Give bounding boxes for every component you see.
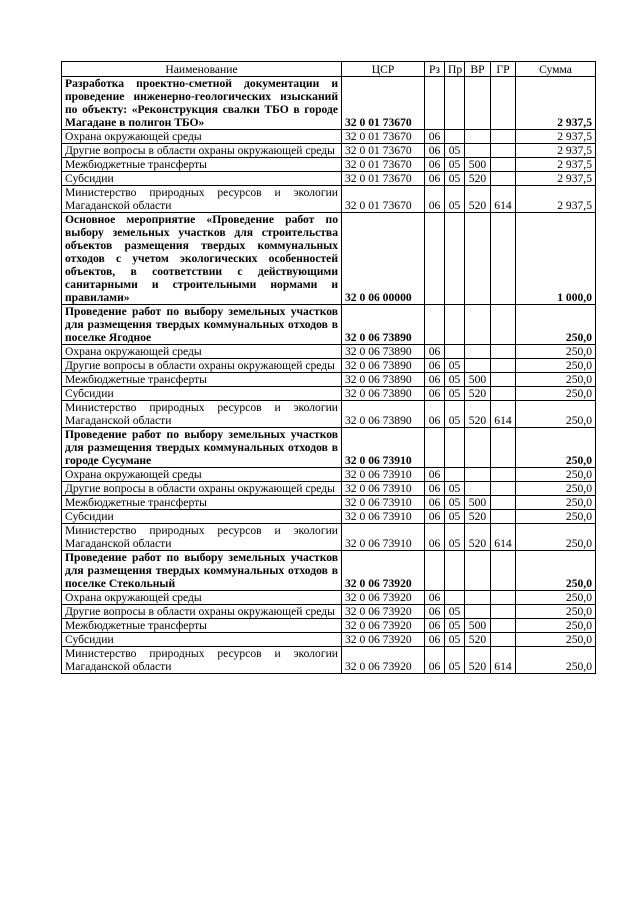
cell-pr: 05 (445, 158, 465, 172)
cell-name: Межбюджетные трансферты (62, 496, 342, 510)
cell-sum: 2 937,5 (516, 186, 596, 213)
cell-sum: 250,0 (516, 373, 596, 387)
cell-pr (445, 591, 465, 605)
cell-gr (491, 359, 516, 373)
cell-vr (465, 305, 491, 345)
cell-gr (491, 172, 516, 186)
cell-csr: 32 0 01 73670 (342, 158, 425, 172)
cell-pr: 05 (445, 605, 465, 619)
cell-sum: 2 937,5 (516, 172, 596, 186)
cell-vr (465, 605, 491, 619)
cell-name: Проведение работ по выбору земельных участков для размещения твердых коммунальных отходов в поселке Стекольный (62, 551, 342, 591)
cell-pr: 05 (445, 186, 465, 213)
cell-vr: 520 (465, 633, 491, 647)
table-row (62, 524, 596, 551)
cell-vr: 520 (465, 401, 491, 428)
cell-name: Министерство природных ресурсов и экологии Магаданской области (62, 401, 342, 428)
cell-pr (445, 77, 465, 130)
table-row (62, 387, 596, 401)
cell-gr (491, 468, 516, 482)
cell-csr: 32 0 06 73890 (342, 345, 425, 359)
cell-name: Охрана окружающей среды (62, 468, 342, 482)
cell-sum: 250,0 (516, 551, 596, 591)
header-name: Наименование (62, 62, 342, 77)
table-row (62, 428, 596, 468)
table-row (62, 345, 596, 359)
cell-vr: 500 (465, 496, 491, 510)
cell-rz: 06 (425, 130, 445, 144)
cell-rz: 06 (425, 172, 445, 186)
cell-csr: 32 0 06 73890 (342, 305, 425, 345)
table-row (62, 359, 596, 373)
cell-csr: 32 0 06 73890 (342, 401, 425, 428)
cell-rz: 06 (425, 510, 445, 524)
cell-pr: 05 (445, 144, 465, 158)
cell-sum: 2 937,5 (516, 77, 596, 130)
cell-csr: 32 0 06 73910 (342, 496, 425, 510)
table-row (62, 401, 596, 428)
cell-csr: 32 0 06 73890 (342, 373, 425, 387)
budget-table (61, 61, 596, 674)
cell-pr: 05 (445, 172, 465, 186)
cell-name: Другие вопросы в области охраны окружающей среды (62, 144, 342, 158)
header-sum: Сумма (516, 62, 596, 77)
table-row (62, 605, 596, 619)
cell-vr: 520 (465, 172, 491, 186)
cell-rz: 06 (425, 144, 445, 158)
cell-vr: 520 (465, 186, 491, 213)
cell-csr: 32 0 01 73670 (342, 172, 425, 186)
cell-csr: 32 0 06 73920 (342, 647, 425, 674)
table-row (62, 619, 596, 633)
cell-gr: 614 (491, 647, 516, 674)
cell-pr: 05 (445, 401, 465, 428)
cell-gr (491, 428, 516, 468)
cell-vr (465, 345, 491, 359)
cell-vr: 500 (465, 373, 491, 387)
cell-name: Субсидии (62, 510, 342, 524)
cell-csr: 32 0 06 73910 (342, 482, 425, 496)
cell-gr: 614 (491, 401, 516, 428)
cell-csr: 32 0 06 73910 (342, 428, 425, 468)
cell-gr: 614 (491, 524, 516, 551)
cell-vr: 500 (465, 158, 491, 172)
cell-sum: 250,0 (516, 524, 596, 551)
cell-sum: 250,0 (516, 496, 596, 510)
cell-rz: 06 (425, 496, 445, 510)
cell-sum: 250,0 (516, 468, 596, 482)
cell-sum: 250,0 (516, 647, 596, 674)
cell-name: Основное мероприятие «Проведение работ по выбору земельных участков для строительства объектов размещения твердых коммунальных отходов с учетом экологических особенностей объектов, в соответствии с действующими санитарными и строительными нормами и правилами» (62, 213, 342, 305)
cell-vr (465, 144, 491, 158)
table-header-row (62, 62, 596, 77)
header-rz: Рз (425, 62, 445, 77)
table-row (62, 305, 596, 345)
cell-rz: 06 (425, 482, 445, 496)
cell-gr (491, 144, 516, 158)
cell-vr: 520 (465, 524, 491, 551)
cell-gr (491, 77, 516, 130)
table-row (62, 130, 596, 144)
cell-pr: 05 (445, 524, 465, 551)
table-row (62, 158, 596, 172)
cell-gr (491, 619, 516, 633)
cell-gr (491, 482, 516, 496)
cell-name: Охрана окружающей среды (62, 345, 342, 359)
table-row (62, 633, 596, 647)
cell-vr (465, 359, 491, 373)
header-gr: ГР (491, 62, 516, 77)
cell-csr: 32 0 06 73920 (342, 591, 425, 605)
cell-sum: 250,0 (516, 591, 596, 605)
cell-rz: 06 (425, 647, 445, 674)
table-row (62, 551, 596, 591)
cell-pr: 05 (445, 619, 465, 633)
cell-gr (491, 633, 516, 647)
cell-csr: 32 0 01 73670 (342, 77, 425, 130)
cell-rz: 06 (425, 524, 445, 551)
cell-rz: 06 (425, 387, 445, 401)
cell-csr: 32 0 01 73670 (342, 130, 425, 144)
cell-vr (465, 551, 491, 591)
cell-pr: 05 (445, 633, 465, 647)
cell-gr (491, 510, 516, 524)
cell-name: Проведение работ по выбору земельных участков для размещения твердых коммунальных отходов в поселке Ягодное (62, 305, 342, 345)
cell-sum: 250,0 (516, 401, 596, 428)
cell-vr (465, 591, 491, 605)
cell-sum: 2 937,5 (516, 144, 596, 158)
table-row (62, 213, 596, 305)
cell-name: Субсидии (62, 633, 342, 647)
cell-name: Министерство природных ресурсов и экологии Магаданской области (62, 524, 342, 551)
cell-sum: 250,0 (516, 605, 596, 619)
table-row (62, 144, 596, 158)
cell-gr (491, 158, 516, 172)
cell-sum: 2 937,5 (516, 130, 596, 144)
cell-vr (465, 468, 491, 482)
cell-vr (465, 428, 491, 468)
cell-rz (425, 551, 445, 591)
cell-name: Министерство природных ресурсов и экологии Магаданской области (62, 186, 342, 213)
cell-sum: 250,0 (516, 345, 596, 359)
table-row (62, 373, 596, 387)
cell-pr: 05 (445, 496, 465, 510)
cell-csr: 32 0 06 73920 (342, 619, 425, 633)
cell-gr (491, 130, 516, 144)
cell-gr (491, 305, 516, 345)
cell-name: Охрана окружающей среды (62, 591, 342, 605)
cell-vr: 520 (465, 387, 491, 401)
cell-rz (425, 77, 445, 130)
cell-gr (491, 551, 516, 591)
cell-vr (465, 482, 491, 496)
header-csr: ЦСР (342, 62, 425, 77)
cell-sum: 250,0 (516, 359, 596, 373)
table-row (62, 172, 596, 186)
table-row (62, 647, 596, 674)
cell-vr (465, 130, 491, 144)
cell-name: Охрана окружающей среды (62, 130, 342, 144)
cell-pr: 05 (445, 359, 465, 373)
cell-pr (445, 468, 465, 482)
cell-name: Другие вопросы в области охраны окружающей среды (62, 359, 342, 373)
cell-sum: 1 000,0 (516, 213, 596, 305)
cell-csr: 32 0 01 73670 (342, 186, 425, 213)
cell-pr (445, 428, 465, 468)
cell-rz (425, 305, 445, 345)
cell-csr: 32 0 01 73670 (342, 144, 425, 158)
cell-rz: 06 (425, 605, 445, 619)
table-row (62, 591, 596, 605)
header-pr: Пр (445, 62, 465, 77)
cell-vr: 500 (465, 619, 491, 633)
cell-sum: 250,0 (516, 428, 596, 468)
cell-sum: 2 937,5 (516, 158, 596, 172)
cell-gr (491, 496, 516, 510)
table-row (62, 510, 596, 524)
cell-vr (465, 213, 491, 305)
cell-gr (491, 373, 516, 387)
cell-name: Межбюджетные трансферты (62, 619, 342, 633)
cell-vr: 520 (465, 647, 491, 674)
cell-csr: 32 0 06 73910 (342, 510, 425, 524)
header-vr: ВР (465, 62, 491, 77)
cell-csr: 32 0 06 73890 (342, 387, 425, 401)
cell-csr: 32 0 06 73890 (342, 359, 425, 373)
cell-rz: 06 (425, 468, 445, 482)
cell-csr: 32 0 06 73910 (342, 468, 425, 482)
cell-pr (445, 213, 465, 305)
cell-rz: 06 (425, 345, 445, 359)
cell-rz: 06 (425, 373, 445, 387)
cell-gr (491, 591, 516, 605)
cell-name: Разработка проектно-сметной документации и проведение инженерно-геологических изысканий по объекту: «Реконструкция свалки ТБО в городе Магадане в полигон ТБО» (62, 77, 342, 130)
cell-rz (425, 428, 445, 468)
cell-csr: 32 0 06 73920 (342, 551, 425, 591)
table-row (62, 496, 596, 510)
cell-name: Межбюджетные трансферты (62, 158, 342, 172)
cell-name: Другие вопросы в области охраны окружающей среды (62, 482, 342, 496)
cell-pr (445, 130, 465, 144)
cell-rz: 06 (425, 633, 445, 647)
cell-sum: 250,0 (516, 305, 596, 345)
cell-gr (491, 213, 516, 305)
cell-csr: 32 0 06 00000 (342, 213, 425, 305)
cell-csr: 32 0 06 73920 (342, 605, 425, 619)
cell-name: Субсидии (62, 387, 342, 401)
cell-rz: 06 (425, 186, 445, 213)
cell-name: Министерство природных ресурсов и экологии Магаданской области (62, 647, 342, 674)
cell-rz: 06 (425, 619, 445, 633)
cell-name: Проведение работ по выбору земельных участков для размещения твердых коммунальных отходов в городе Сусумане (62, 428, 342, 468)
cell-sum: 250,0 (516, 633, 596, 647)
cell-pr (445, 345, 465, 359)
cell-pr: 05 (445, 387, 465, 401)
cell-name: Другие вопросы в области охраны окружающей среды (62, 605, 342, 619)
cell-sum: 250,0 (516, 387, 596, 401)
cell-pr: 05 (445, 482, 465, 496)
cell-gr (491, 605, 516, 619)
cell-gr: 614 (491, 186, 516, 213)
cell-sum: 250,0 (516, 619, 596, 633)
cell-pr: 05 (445, 373, 465, 387)
cell-pr: 05 (445, 510, 465, 524)
table-row (62, 77, 596, 130)
cell-rz: 06 (425, 591, 445, 605)
cell-gr (491, 387, 516, 401)
cell-pr (445, 305, 465, 345)
cell-rz: 06 (425, 401, 445, 428)
cell-pr (445, 551, 465, 591)
cell-vr (465, 77, 491, 130)
cell-name: Межбюджетные трансферты (62, 373, 342, 387)
cell-vr: 520 (465, 510, 491, 524)
cell-rz: 06 (425, 359, 445, 373)
cell-gr (491, 345, 516, 359)
cell-csr: 32 0 06 73920 (342, 633, 425, 647)
cell-rz: 06 (425, 158, 445, 172)
cell-pr: 05 (445, 647, 465, 674)
cell-name: Субсидии (62, 172, 342, 186)
table-row (62, 482, 596, 496)
cell-sum: 250,0 (516, 482, 596, 496)
cell-rz (425, 213, 445, 305)
cell-sum: 250,0 (516, 510, 596, 524)
cell-csr: 32 0 06 73910 (342, 524, 425, 551)
table-row (62, 468, 596, 482)
table-row (62, 186, 596, 213)
